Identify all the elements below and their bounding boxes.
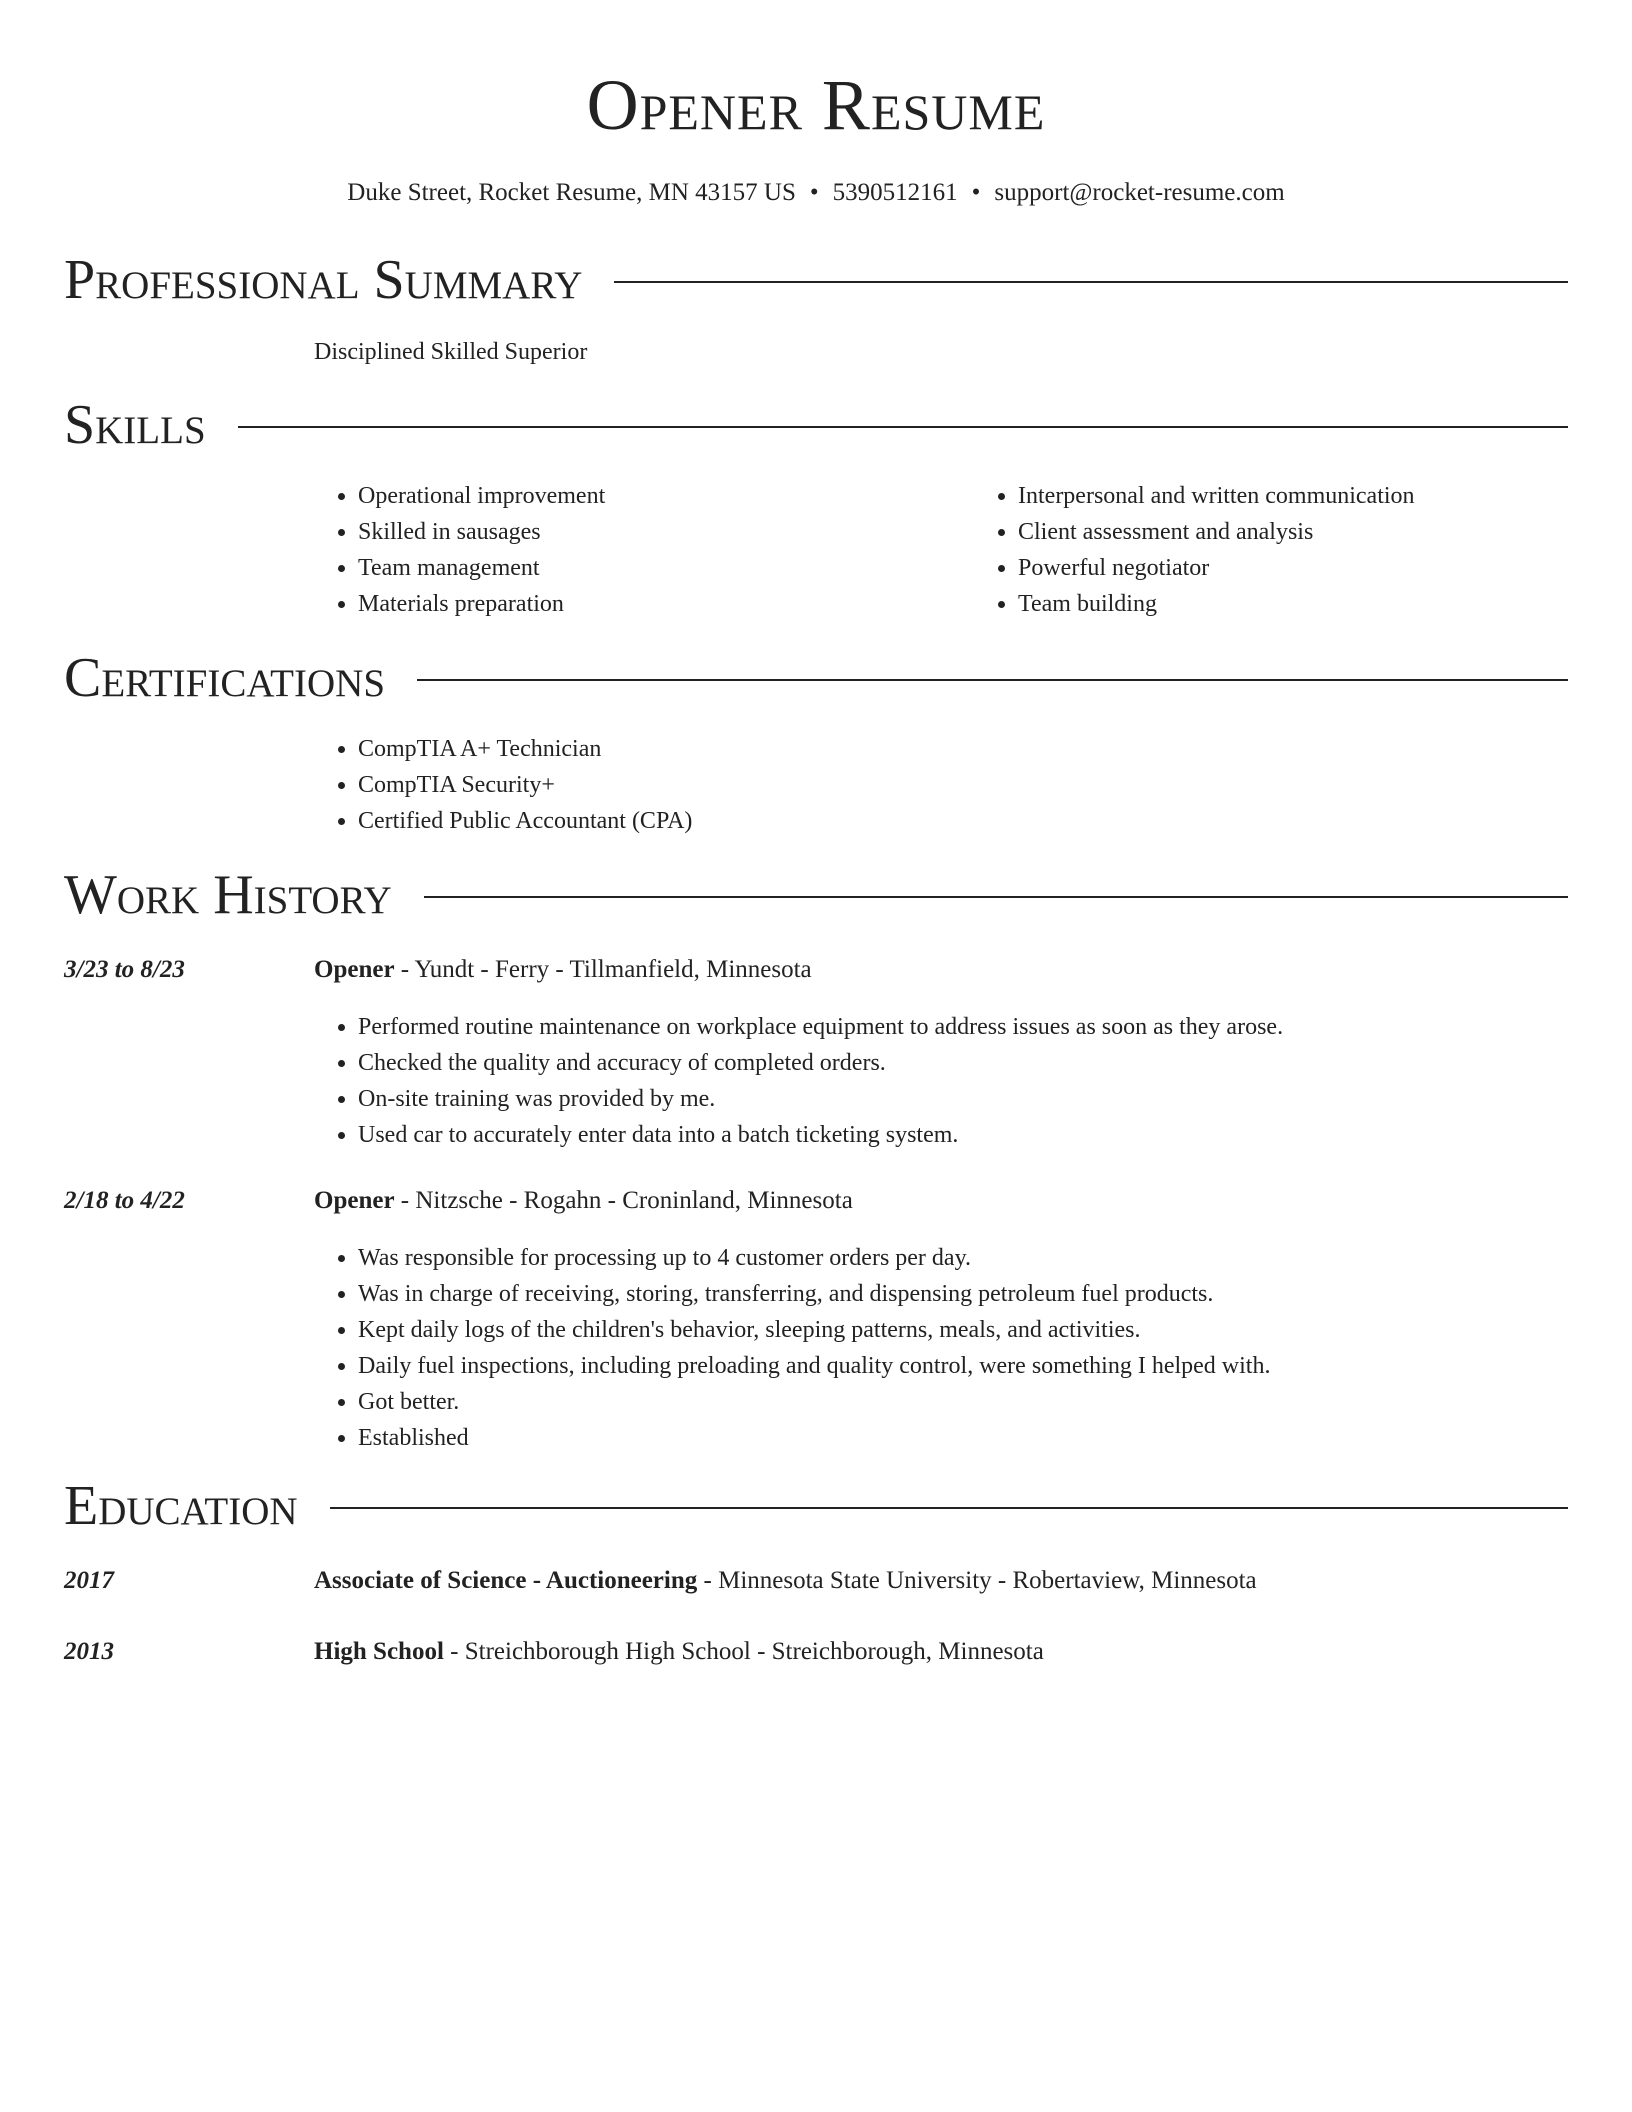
job-bullets xyxy=(314,1240,1270,1456)
job-bullet: • Established xyxy=(358,1420,1270,1456)
skills-list xyxy=(314,478,1632,622)
education-year: 2013 xyxy=(64,1638,114,1665)
education-heading: Education xyxy=(64,1475,298,1537)
skill-item: • Skilled in sausages xyxy=(358,514,974,550)
contact-separator: • xyxy=(971,179,981,206)
certifications-section-header xyxy=(64,646,1568,710)
job-bullet: • Was responsible for processing up to 4 customer orders per day. xyxy=(358,1240,1270,1276)
education-entry xyxy=(314,1635,1044,1669)
job-details: - Yundt - Ferry - Tillmanfield, Minnesota xyxy=(394,956,812,983)
certification-item: • CompTIA Security+ xyxy=(358,767,692,803)
job-heading xyxy=(314,1184,853,1218)
summary-heading: Professional Summary xyxy=(64,249,583,311)
skill-item: • Powerful negotiator xyxy=(1018,550,1632,586)
education-section-header xyxy=(64,1474,1568,1538)
contact-separator: • xyxy=(809,179,819,206)
skills-left-column xyxy=(314,478,974,622)
job-details: - Nitzsche - Rogahn - Croninland, Minnesota xyxy=(394,1187,853,1214)
certifications-heading: Certifications xyxy=(64,647,386,709)
section-divider xyxy=(330,1507,1568,1509)
summary-text: Disciplined Skilled Superior xyxy=(314,339,588,365)
job-dates: 3/23 to 8/23 xyxy=(64,956,185,983)
contact-phone: 5390512161 xyxy=(832,179,958,206)
job-bullet: • Checked the quality and accuracy of completed orders. xyxy=(358,1045,1283,1081)
skill-item: • Materials preparation xyxy=(358,586,974,622)
summary-section-header xyxy=(64,248,1568,312)
job-bullet: • Was in charge of receiving, storing, transferring, and dispensing petroleum fuel products. xyxy=(358,1276,1270,1312)
job-bullet: • On-site training was provided by me. xyxy=(358,1081,1283,1117)
job-title: Opener xyxy=(314,1187,395,1214)
certification-item: • Certified Public Accountant (CPA) xyxy=(358,803,692,839)
job-bullets xyxy=(314,1009,1283,1153)
skill-item: • Operational improvement xyxy=(358,478,974,514)
job-bullet: • Performed routine maintenance on workplace equipment to address issues as soon as they arose. xyxy=(358,1009,1283,1045)
skills-right-column xyxy=(974,478,1632,622)
certification-item: • CompTIA A+ Technician xyxy=(358,731,692,767)
contact-line xyxy=(0,176,1632,210)
education-details: - Streichborough High School - Streichborough, Minnesota xyxy=(443,1638,1044,1665)
contact-email: support@rocket-resume.com xyxy=(994,179,1285,206)
resume-name: Opener Resume xyxy=(586,65,1046,145)
job-bullet: • Used car to accurately enter data into a batch ticketing system. xyxy=(358,1117,1283,1153)
job-bullet: • Kept daily logs of the children's behavior, sleeping patterns, meals, and activities. xyxy=(358,1312,1270,1348)
education-year: 2017 xyxy=(64,1567,114,1594)
skills-heading: Skills xyxy=(64,394,206,456)
job-bullet: • Got better. xyxy=(358,1384,1270,1420)
resume-page xyxy=(64,0,1568,1665)
contact-address: Duke Street, Rocket Resume, MN 43157 US xyxy=(347,179,796,206)
skill-item: • Team building xyxy=(1018,586,1632,622)
job-dates: 2/18 to 4/22 xyxy=(64,1187,185,1214)
skills-section-header xyxy=(64,393,1568,457)
skill-item: • Interpersonal and written communication xyxy=(1018,478,1632,514)
certifications-list xyxy=(314,731,692,839)
work-section-header xyxy=(64,863,1568,927)
work-heading: Work History xyxy=(64,864,392,926)
job-bullet: • Daily fuel inspections, including preloading and quality control, were something I helped with. xyxy=(358,1348,1270,1384)
section-divider xyxy=(238,426,1568,428)
section-divider xyxy=(417,679,1568,681)
education-degree: Associate of Science - Auctioneering xyxy=(314,1567,698,1594)
education-details: - Minnesota State University - Robertaview, Minnesota xyxy=(697,1567,1257,1594)
skill-item: • Team management xyxy=(358,550,974,586)
education-degree: High School xyxy=(314,1638,444,1665)
skill-item: • Client assessment and analysis xyxy=(1018,514,1632,550)
education-entry xyxy=(314,1564,1257,1598)
section-divider xyxy=(424,896,1568,898)
job-heading xyxy=(314,953,812,987)
section-divider xyxy=(614,281,1568,283)
job-title: Opener xyxy=(314,956,395,983)
